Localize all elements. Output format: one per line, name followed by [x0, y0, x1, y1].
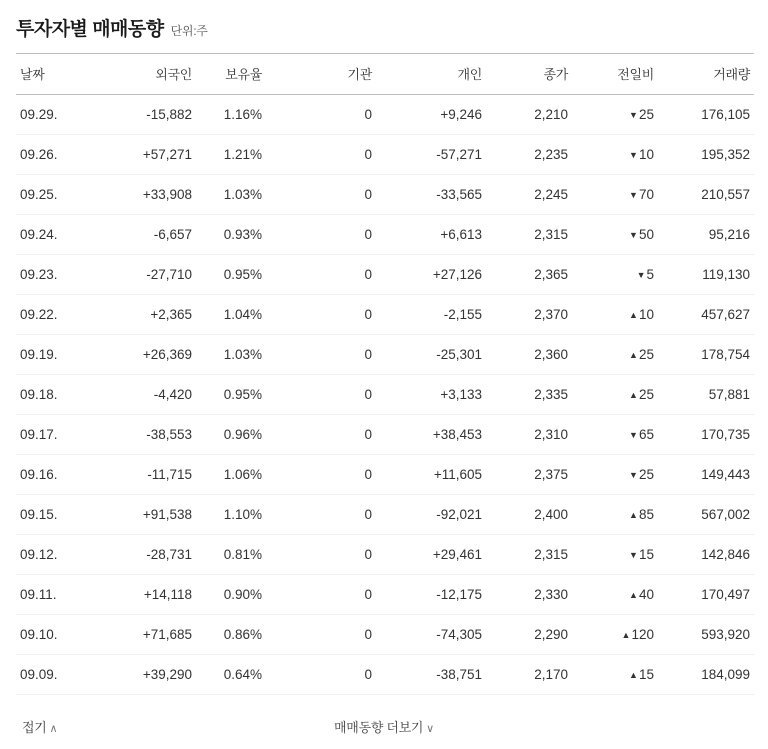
cell-date: 09.10.: [16, 615, 100, 655]
cell-hold: 0.93%: [192, 215, 264, 255]
cell-forgn: -28,731: [100, 535, 192, 575]
cell-inst: 0: [264, 415, 372, 455]
down-arrow-icon: ▼: [629, 230, 638, 240]
cell-change: [568, 375, 660, 415]
cell-close: 2,360: [482, 335, 568, 375]
collapse-button[interactable]: [22, 717, 57, 736]
up-arrow-icon: ▲: [621, 630, 631, 640]
cell-close: 2,330: [482, 575, 568, 615]
cell-date: 09.22.: [16, 295, 100, 335]
cell-hold: 0.96%: [192, 415, 264, 455]
down-arrow-icon: ▼: [629, 110, 638, 120]
column-header-institution: 기관: [264, 54, 372, 95]
cell-change-value: 15: [638, 547, 654, 562]
cell-close: 2,310: [482, 415, 568, 455]
cell-volume: 176,105: [660, 95, 754, 135]
cell-forgn: +71,685: [100, 615, 192, 655]
cell-inst: 0: [264, 495, 372, 535]
cell-volume: 170,735: [660, 415, 754, 455]
cell-forgn: +57,271: [100, 135, 192, 175]
cell-hold: 0.95%: [192, 255, 264, 295]
cell-indiv: -92,021: [372, 495, 482, 535]
down-arrow-icon: ▼: [629, 430, 638, 440]
cell-date: 09.09.: [16, 655, 100, 695]
cell-close: 2,335: [482, 375, 568, 415]
cell-indiv: +27,126: [372, 255, 482, 295]
cell-inst: 0: [264, 175, 372, 215]
cell-change: [568, 215, 660, 255]
cell-date: 09.12.: [16, 535, 100, 575]
column-header-close-price: 종가: [482, 54, 568, 95]
up-arrow-icon: ▲: [629, 350, 638, 360]
cell-volume: 57,881: [660, 375, 754, 415]
cell-inst: 0: [264, 295, 372, 335]
cell-volume: 119,130: [660, 255, 754, 295]
cell-date: 09.23.: [16, 255, 100, 295]
cell-forgn: +2,365: [100, 295, 192, 335]
up-arrow-icon: ▲: [629, 590, 638, 600]
cell-hold: 1.21%: [192, 135, 264, 175]
cell-inst: 0: [264, 135, 372, 175]
collapse-label: 접기: [22, 719, 47, 735]
cell-date: 09.29.: [16, 95, 100, 135]
cell-change-value: 25: [638, 107, 654, 122]
cell-hold: 0.81%: [192, 535, 264, 575]
cell-hold: 1.10%: [192, 495, 264, 535]
table-row: [16, 375, 754, 415]
cell-indiv: -57,271: [372, 135, 482, 175]
cell-change: [568, 615, 660, 655]
cell-close: 2,375: [482, 455, 568, 495]
table-row: [16, 535, 754, 575]
cell-hold: 1.03%: [192, 335, 264, 375]
cell-volume: 142,846: [660, 535, 754, 575]
cell-change: [568, 335, 660, 375]
investor-trend-table: [16, 53, 754, 695]
up-arrow-icon: ▲: [629, 390, 638, 400]
cell-volume: 210,557: [660, 175, 754, 215]
up-arrow-icon: ▲: [629, 310, 638, 320]
cell-change: [568, 295, 660, 335]
table-row: [16, 655, 754, 695]
table-row: [16, 415, 754, 455]
table-row: [16, 255, 754, 295]
table-header-row: [16, 54, 754, 95]
chevron-up-icon: ∧: [49, 722, 58, 735]
cell-date: 09.11.: [16, 575, 100, 615]
cell-change: [568, 175, 660, 215]
cell-volume: 195,352: [660, 135, 754, 175]
table-body: [16, 95, 754, 695]
cell-hold: 1.06%: [192, 455, 264, 495]
up-arrow-icon: ▲: [629, 670, 638, 680]
cell-hold: 1.04%: [192, 295, 264, 335]
cell-inst: 0: [264, 95, 372, 135]
cell-indiv: +3,133: [372, 375, 482, 415]
cell-change: [568, 255, 660, 295]
cell-forgn: -4,420: [100, 375, 192, 415]
cell-change-value: 15: [638, 667, 654, 682]
cell-indiv: +38,453: [372, 415, 482, 455]
cell-change-value: 5: [646, 267, 654, 282]
cell-close: 2,365: [482, 255, 568, 295]
cell-date: 09.19.: [16, 335, 100, 375]
down-arrow-icon: ▼: [629, 470, 638, 480]
cell-change-value: 25: [638, 387, 654, 402]
table-row: [16, 295, 754, 335]
cell-forgn: -27,710: [100, 255, 192, 295]
down-arrow-icon: ▼: [636, 270, 646, 280]
cell-change: [568, 455, 660, 495]
cell-date: 09.26.: [16, 135, 100, 175]
unit-label: 단위:주: [170, 24, 208, 38]
cell-change-value: 10: [638, 307, 654, 322]
cell-forgn: +26,369: [100, 335, 192, 375]
down-arrow-icon: ▼: [629, 550, 638, 560]
down-arrow-icon: ▼: [629, 190, 638, 200]
panel-header: [16, 0, 752, 53]
cell-inst: 0: [264, 455, 372, 495]
cell-change: [568, 535, 660, 575]
cell-indiv: +11,605: [372, 455, 482, 495]
cell-hold: 0.64%: [192, 655, 264, 695]
cell-indiv: +29,461: [372, 535, 482, 575]
cell-date: 09.24.: [16, 215, 100, 255]
panel-footer: [0, 703, 768, 749]
column-header-holding-rate: 보유율: [192, 54, 264, 95]
cell-change-value: 65: [638, 427, 654, 442]
cell-indiv: -25,301: [372, 335, 482, 375]
cell-inst: 0: [264, 655, 372, 695]
more-link-wrap: [0, 717, 768, 736]
table-row: [16, 215, 754, 255]
cell-change: [568, 655, 660, 695]
cell-volume: 593,920: [660, 615, 754, 655]
cell-close: 2,370: [482, 295, 568, 335]
cell-forgn: +39,290: [100, 655, 192, 695]
cell-volume: 567,002: [660, 495, 754, 535]
cell-indiv: +9,246: [372, 95, 482, 135]
cell-hold: 0.95%: [192, 375, 264, 415]
more-button[interactable]: [334, 720, 434, 735]
cell-indiv: -2,155: [372, 295, 482, 335]
table-row: [16, 615, 754, 655]
cell-forgn: -38,553: [100, 415, 192, 455]
cell-change-value: 25: [638, 467, 654, 482]
cell-indiv: -38,751: [372, 655, 482, 695]
cell-change: [568, 415, 660, 455]
cell-change-value: 120: [631, 627, 654, 642]
cell-volume: 178,754: [660, 335, 754, 375]
column-header-date: 날짜: [16, 54, 100, 95]
cell-date: 09.15.: [16, 495, 100, 535]
cell-inst: 0: [264, 255, 372, 295]
page-title: 투자자별 매매동향: [16, 19, 164, 40]
cell-forgn: +14,118: [100, 575, 192, 615]
cell-close: 2,290: [482, 615, 568, 655]
cell-volume: 457,627: [660, 295, 754, 335]
cell-indiv: +6,613: [372, 215, 482, 255]
cell-volume: 170,497: [660, 575, 754, 615]
column-header-individual: 개인: [372, 54, 482, 95]
cell-change-value: 50: [638, 227, 654, 242]
column-header-foreign: 외국인: [100, 54, 192, 95]
cell-inst: 0: [264, 535, 372, 575]
cell-close: 2,235: [482, 135, 568, 175]
table-header: [16, 54, 754, 95]
cell-change-value: 70: [638, 187, 654, 202]
more-label: 매매동향 더보기: [334, 719, 424, 735]
cell-date: 09.18.: [16, 375, 100, 415]
cell-forgn: -6,657: [100, 215, 192, 255]
cell-close: 2,170: [482, 655, 568, 695]
table-row: [16, 575, 754, 615]
cell-change-value: 25: [638, 347, 654, 362]
cell-volume: 184,099: [660, 655, 754, 695]
cell-change: [568, 95, 660, 135]
cell-volume: 149,443: [660, 455, 754, 495]
cell-indiv: -12,175: [372, 575, 482, 615]
cell-forgn: -11,715: [100, 455, 192, 495]
cell-inst: 0: [264, 215, 372, 255]
cell-hold: 0.90%: [192, 575, 264, 615]
cell-hold: 0.86%: [192, 615, 264, 655]
cell-forgn: +91,538: [100, 495, 192, 535]
cell-hold: 1.16%: [192, 95, 264, 135]
cell-change: [568, 495, 660, 535]
cell-close: 2,210: [482, 95, 568, 135]
cell-volume: 95,216: [660, 215, 754, 255]
table-row: [16, 335, 754, 375]
table-row: [16, 95, 754, 135]
cell-change: [568, 135, 660, 175]
cell-change-value: 40: [638, 587, 654, 602]
chevron-down-icon: ∨: [426, 722, 434, 735]
cell-indiv: -33,565: [372, 175, 482, 215]
cell-date: 09.17.: [16, 415, 100, 455]
cell-indiv: -74,305: [372, 615, 482, 655]
column-header-volume: 거래량: [660, 54, 754, 95]
cell-close: 2,315: [482, 215, 568, 255]
cell-close: 2,400: [482, 495, 568, 535]
cell-hold: 1.03%: [192, 175, 264, 215]
cell-inst: 0: [264, 575, 372, 615]
cell-date: 09.25.: [16, 175, 100, 215]
cell-change-value: 85: [638, 507, 654, 522]
column-header-change: 전일비: [568, 54, 660, 95]
cell-close: 2,245: [482, 175, 568, 215]
cell-close: 2,315: [482, 535, 568, 575]
table-row: [16, 175, 754, 215]
cell-forgn: -15,882: [100, 95, 192, 135]
cell-date: 09.16.: [16, 455, 100, 495]
cell-inst: 0: [264, 335, 372, 375]
cell-inst: 0: [264, 615, 372, 655]
cell-change: [568, 575, 660, 615]
cell-forgn: +33,908: [100, 175, 192, 215]
table-row: [16, 455, 754, 495]
cell-change-value: 10: [638, 147, 654, 162]
table-row: [16, 495, 754, 535]
cell-inst: 0: [264, 375, 372, 415]
down-arrow-icon: ▼: [629, 150, 638, 160]
up-arrow-icon: ▲: [629, 510, 638, 520]
table-row: [16, 135, 754, 175]
